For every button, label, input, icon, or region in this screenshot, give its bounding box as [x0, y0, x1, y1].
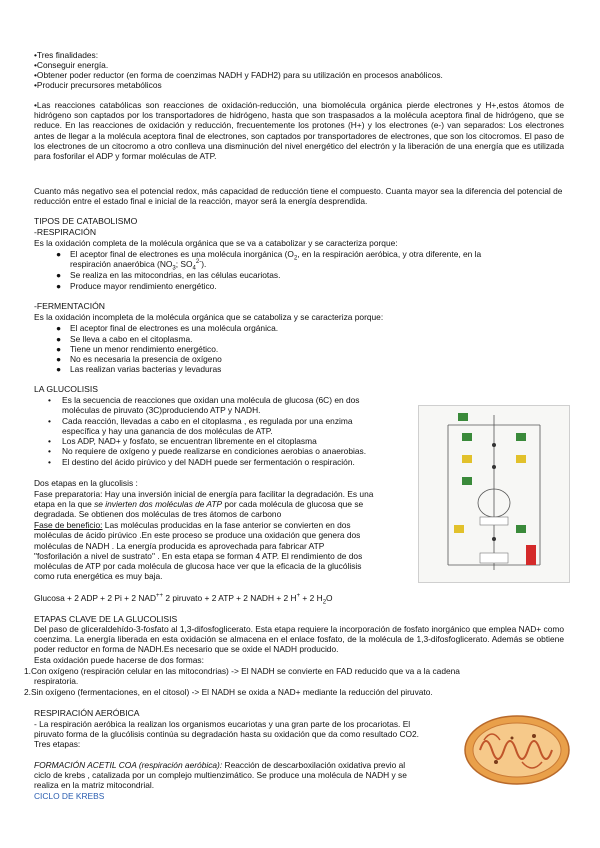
- etapas-clave-title: ETAPAS CLAVE DE LA GLUCOLISIS: [34, 614, 178, 624]
- potential-paragraph: Cuanto más negativo sea el potencial redox, más capacidad de reducción tiene el compuesto. Cuanta mayor sea la diferencia del potencial de reducción entre el estado final e inicial de la reacción, mayor será la energía desprendida.: [34, 186, 563, 207]
- ferm-bullet-1: ● El aceptor final de electrones es una molécula orgánica.: [56, 323, 279, 333]
- redox-paragraph: •Las reacciones catabólicas son reacciones de oxidación-reducción, una biomolécula orgánica pierde electrones y H+,estos átomos de hidrógeno son captados por los transportadores de hidrógeno, hasta que son traspasados a la molécula aceptora final de hidrógeno, que se reduce. En las reacciones de oxidación y reducción, frecuentemente los protones (H+) y los electrones (e-) van separados: Los electrones antes de llegar a la molécula aceptora final de electrones, son captados por transportadores de electrones, que son los citocromos. El paso de los electrones de un citocromo a otro conlleva una disminución del nivel energético del electrón y la liberación de una energía que es utilizada para fosforilar el ADP y formar moléculas de ATP.: [34, 100, 564, 162]
- ferm-bullet-5: ● Las realizan varias bacterias y levaduras: [56, 364, 222, 374]
- resp-bullet-1-cont: respiración anaeróbica ($NO_3$; $SO_4^{2-}$).: [70, 259, 207, 272]
- gluc-bullet-1: • Es la secuencia de reacciones que oxidan una molécula de glucosa (6C) en dos: [48, 395, 360, 405]
- gluc-bullet-1-cont: moléculas de piruvato (3C)produciendo ATP y NADH.: [62, 405, 261, 415]
- respiracion-line-2: piruvato forma de la glucólisis continúa su degradación hasta su oxidación que da como resultado CO2.: [34, 729, 420, 739]
- ben-line-3: moléculas de NADH . La energía producida es aprovechada para fabricar ATP: [34, 541, 325, 551]
- intro-line-3: •Obtener poder reductor (en forma de coenzimas NADH y FADH2) para su utilización en procesos anabólicos.: [34, 70, 443, 80]
- glucolisis-equation: Glucosa + 2 ADP + 2 Pi + 2 NAD++ 2 piruvato + 2 ATP + 2 NADH + 2 H+ + 2 $H_2O$: [34, 593, 333, 606]
- etapas-item-2: 2.Sin oxígeno (fermentaciones, en el citosol) -> El NADH se oxida a NAD+ mediante la reducción del piruvato.: [24, 687, 433, 697]
- gluc-bullet-2-cont: específica y hay una ganancia de dos moléculas de ATP.: [62, 426, 273, 436]
- acetil-label: FORMACIÓN ACETIL COA (respiración aeróbica):: [34, 760, 223, 770]
- ferm-bullet-3: ● Tiene un menor rendimiento energético.: [56, 344, 219, 354]
- etapas-item-1-cont: respiratoria.: [34, 676, 79, 686]
- ferm-bullet-2: ● Se lleva a cabo en el citoplasma.: [56, 334, 193, 344]
- ben-line-6: como ruta energética es muy baja.: [34, 571, 163, 581]
- resp-bullet-2: ● Se realiza en las mitocondrias, en las células eucariotas.: [56, 270, 281, 280]
- bullet-dot: ●: [56, 249, 62, 259]
- intro-line-4: •Producir precursores metabólicos: [34, 80, 162, 90]
- respiracion-intro: Es la oxidación completa de la molécula orgánica que se va a catabolizar y se caracteriza porque:: [34, 238, 398, 248]
- fermentacion-heading: -FERMENTACIÓN: [34, 301, 105, 311]
- respiracion-line-3: Tres etapas:: [34, 739, 81, 749]
- acetil-line-3: realiza en la matriz mitocondrial.: [34, 780, 155, 790]
- prep-line-1: Fase preparatoria: Hay una inversión inicial de energía para facilitar la degradación. Es una: [34, 489, 374, 499]
- respiracion-line-1: - La respiración aeróbica la realizan los organismos eucariotas y una gran parte de los procariotas. El: [34, 719, 411, 729]
- glycolysis-diagram: [418, 405, 570, 583]
- acetil-line-2: ciclo de krebs , catalizada por un complejo multienzimático. Se produce una molécula de NADH y se: [34, 770, 407, 780]
- respiracion-title: RESPIRACIÓN AERÓBICA: [34, 708, 140, 718]
- gluc-bullet-4: • No requiere de oxígeno y puede realizarse en condiciones aerobias o anaerobias.: [48, 446, 367, 456]
- krebs-heading: CICLO DE KREBS: [34, 791, 105, 801]
- acetil-line-1: FORMACIÓN ACETIL COA (respiración aeróbica): Reacción de descarboxilación oxidativa previo al: [34, 760, 406, 770]
- respiracion-heading: -RESPIRACIÓN: [34, 227, 97, 237]
- diagram-step-box: [458, 413, 468, 421]
- gluc-bullet-5: • El destino del ácido pirúvico y del NADH puede ser fermentación o respiración.: [48, 457, 355, 467]
- ben-line-5: moléculas de ATP por cada molécula de glucosa hace ver que la eficacia de la glucólisis: [34, 561, 362, 571]
- tipos-title: TIPOS DE CATABOLISMO: [34, 216, 138, 226]
- resp-bullet-1: ● El aceptor final de electrones es una molécula inorgánica ($O_2$, en la respiración aeróbica, y otra diferente, en la: [56, 249, 482, 262]
- ben-line-2: moléculas de ácido pirúvico .En este proceso se produce una oxidación que genera dos: [34, 530, 361, 540]
- etapas-clave-forms: Esta oxidación puede hacerse de dos formas:: [34, 655, 204, 665]
- etapas-item-1: 1.Con oxígeno (respiración celular en las mitocondrias) -> El NADH se convierte en FAD reducido que va a la cadena: [24, 666, 460, 676]
- gluc-bullet-2: • Cada reacción, llevadas a cabo en el citoplasma , es regulada por una enzima: [48, 416, 353, 426]
- ben-line-1: Fase de beneficio: Las moléculas producidas en la fase anterior se convierten en dos: [34, 520, 351, 530]
- etapas-clave-paragraph: Del paso de gliceraldehído-3-fosfato al 1,3-difosfoglicerato. Esta etapa requiere la incorporación de fosfato inorgánico que emplea NAD+ como coenzima. La energía liberada en esta oxidación se almacena en el enlace fosfato, de la molécula de 1,3-difosfoglicerato. Además se obtiene poder reductor en forma de NADH.Es necesario que se oxide el NADH producido.: [34, 624, 564, 655]
- etapas-title: Dos etapas en la glucolisis :: [34, 478, 138, 488]
- glucolisis-title: LA GLUCOLISIS: [34, 384, 99, 394]
- ferm-bullet-4: ● No es necesaria la presencia de oxígeno: [56, 354, 222, 364]
- gluc-bullet-3: • Los ADP, NAD+ y fosfato, se encuentran libremente en el citoplasma: [48, 436, 317, 446]
- intro-line-1: •Tres finalidades:: [34, 50, 99, 60]
- prep-line-2: etapa en la que se invierten dos moléculas de ATP por cada molécula de glucosa que se: [34, 499, 364, 509]
- prep-line-3: degradada. Se obtienen dos moléculas de tres átomos de carbono: [34, 509, 282, 519]
- intro-line-2: •Conseguir energía.: [34, 60, 109, 70]
- mitochondria-illustration: [462, 710, 572, 788]
- fermentacion-intro: Es la oxidación incompleta de la molécula orgánica que se cataboliza y se caracteriza porque:: [34, 312, 384, 322]
- resp-bullet-3: ● Produce mayor rendimiento energético.: [56, 281, 217, 291]
- ben-line-4: "fosforilación a nivel de sustrato" . En esta etapa se forman 4 ATP. El rendimiento de dos: [34, 551, 363, 561]
